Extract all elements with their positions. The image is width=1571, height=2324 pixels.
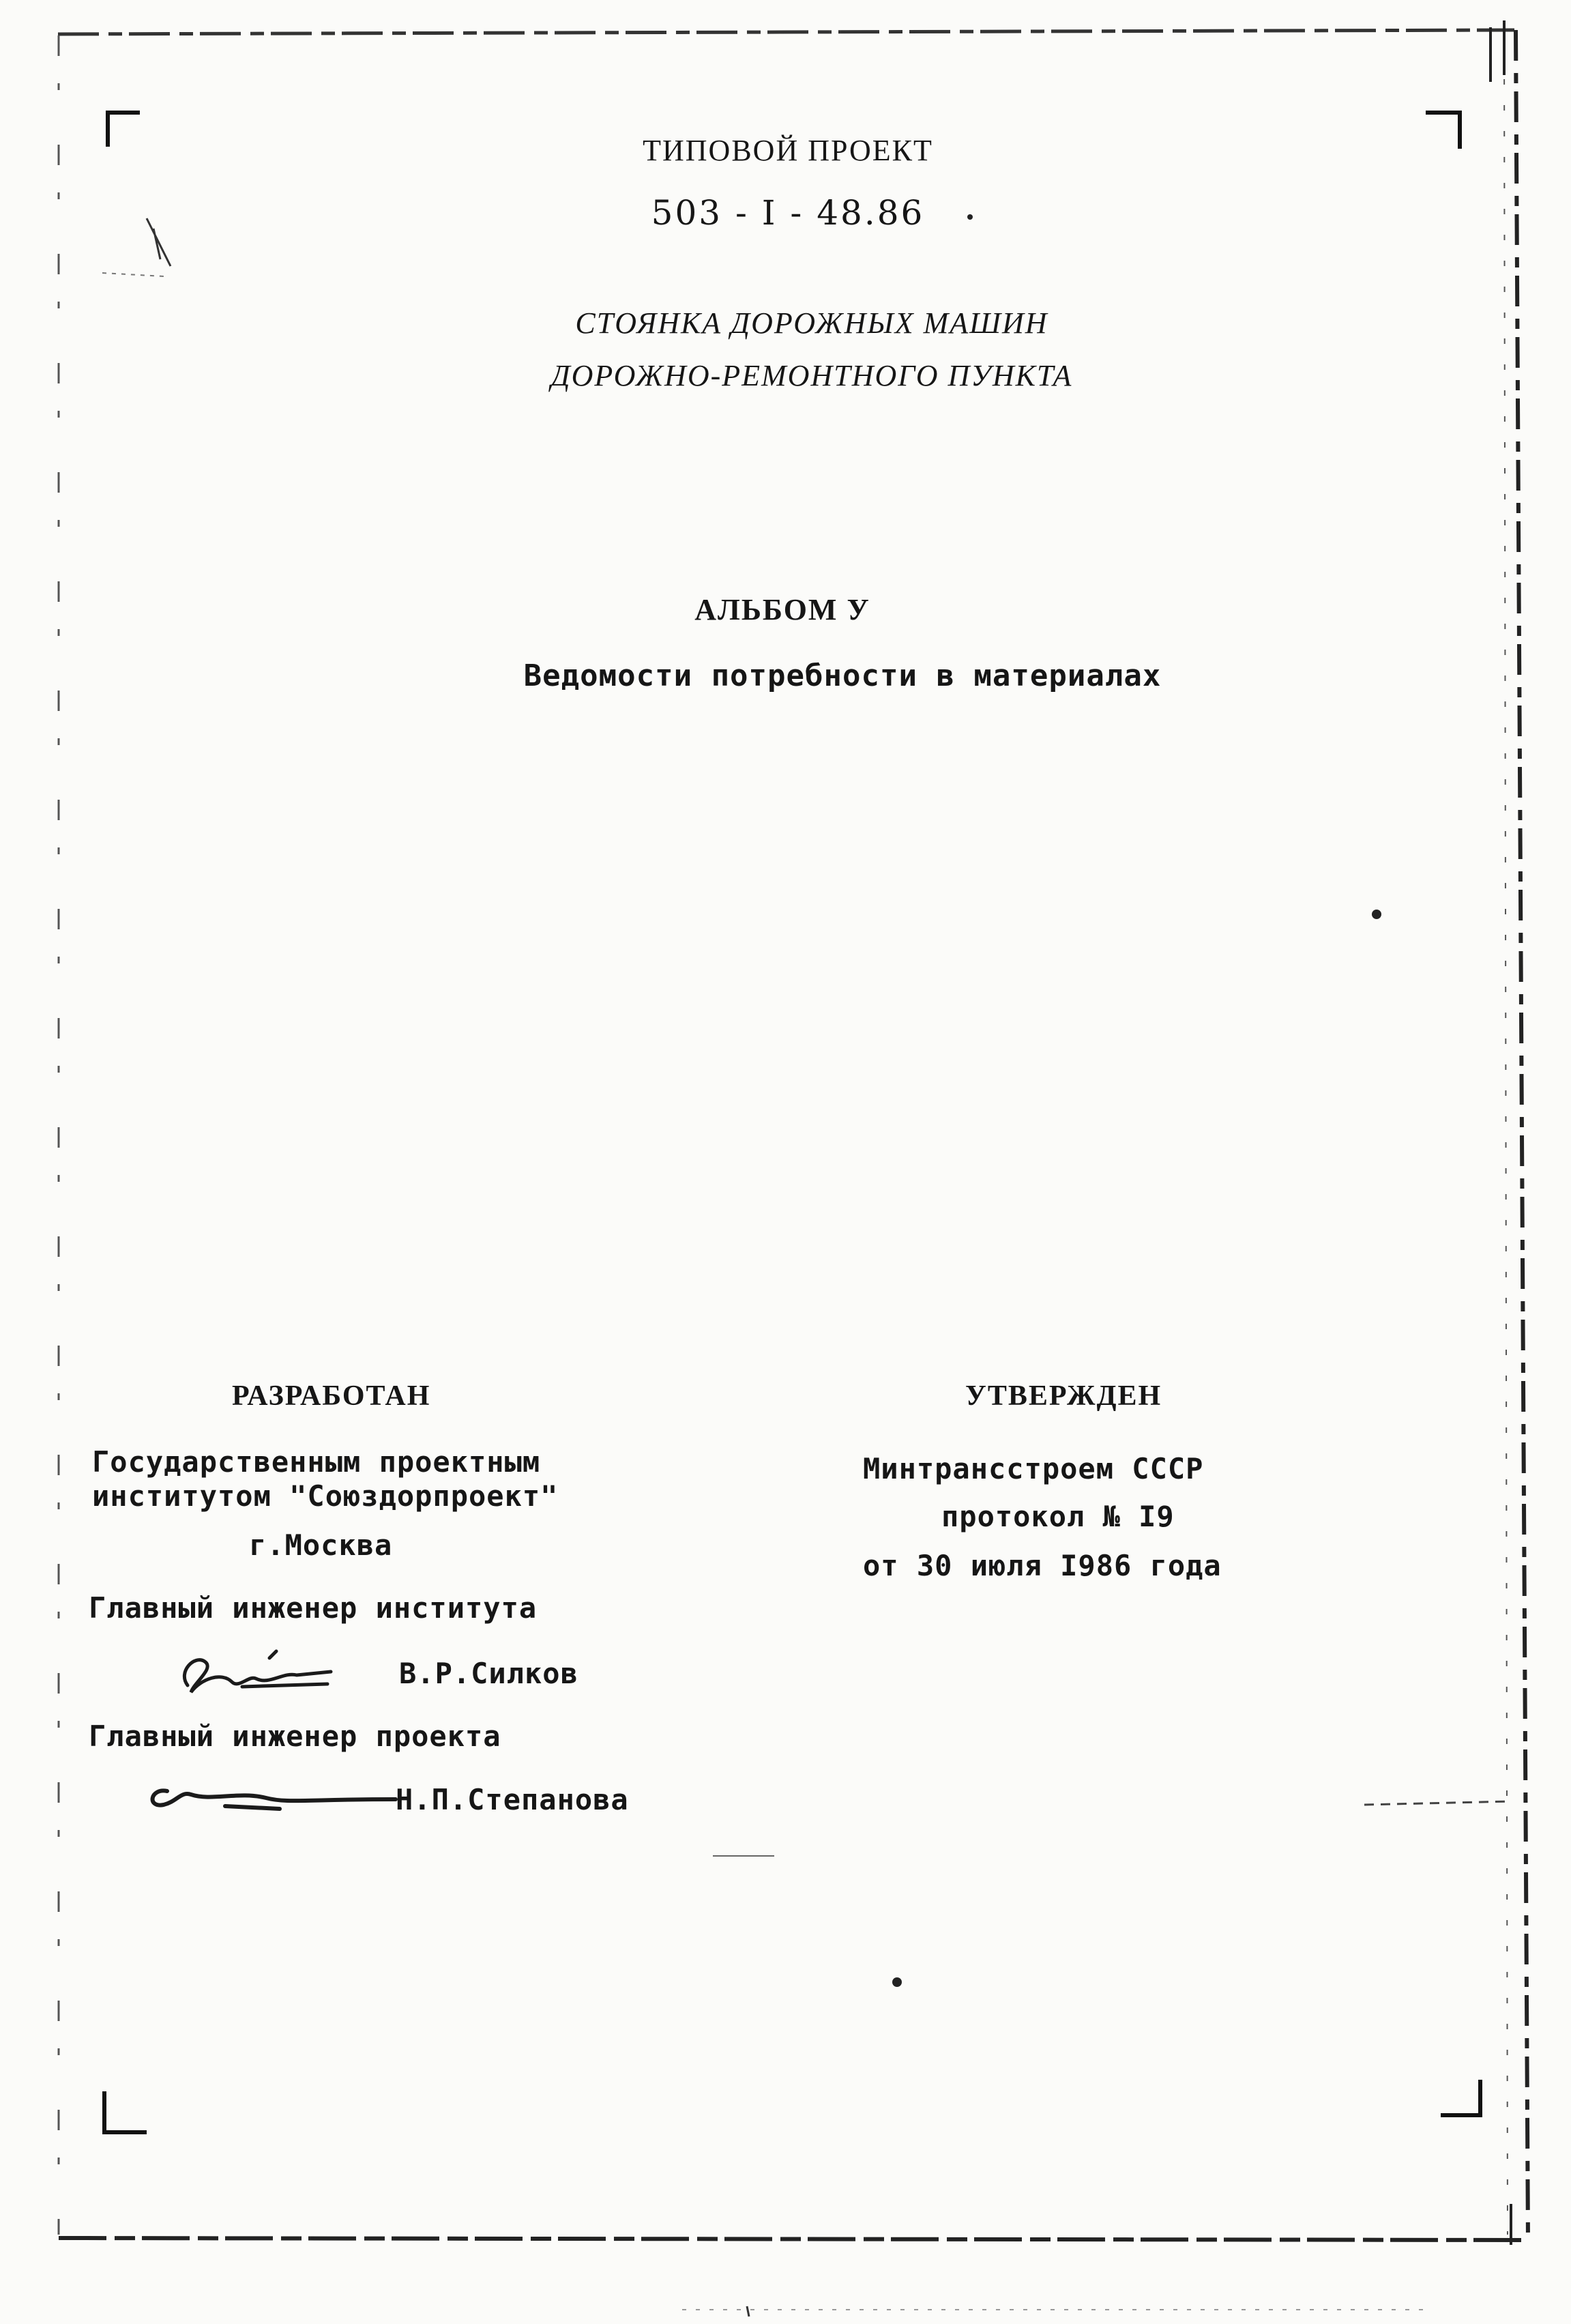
approved-protocol: протокол № I9 — [941, 1500, 1175, 1533]
chief-institute-label: Главный инженер института — [89, 1591, 538, 1625]
developed-heading: РАЗРАБОТАН — [232, 1380, 431, 1412]
signature-silkov — [174, 1644, 338, 1702]
project-type-label: ТИПОВОЙ ПРОЕКТ — [643, 134, 933, 167]
project-code: 503 - I - 48.86 — [651, 193, 925, 233]
frame-right-edge — [1516, 30, 1528, 2240]
frame-right-inner — [1504, 27, 1508, 2235]
album-subtitle: Ведомости потребности в материалах — [523, 658, 1162, 693]
chief-project-label: Главный инженер проекта — [89, 1719, 501, 1753]
corner-mark-top-left — [108, 113, 140, 147]
developed-org-line-1: Государственным проектным — [92, 1445, 541, 1479]
title-line-1: СТОЯНКА ДОРОЖНЫХ МАШИН — [575, 306, 1048, 340]
approved-heading: УТВЕРЖДЕН — [965, 1380, 1162, 1412]
album-number: АЛЬБОМ У — [694, 593, 870, 626]
chief-institute-name: В.Р.Силков — [399, 1657, 578, 1690]
frame-top-edge — [58, 30, 1514, 34]
frame-bottom-edge — [59, 2238, 1528, 2240]
approved-org: Минтрансстроем СССР — [863, 1452, 1204, 1485]
chief-project-name: Н.П.Степанова — [396, 1783, 629, 1816]
title-line-2: ДОРОЖНО-РЕМОНТНОГО ПУНКТА — [550, 359, 1073, 392]
corner-mark-top-right — [1426, 113, 1460, 149]
corner-mark-bottom-left — [104, 2091, 147, 2132]
developed-city: г.Москва — [249, 1528, 393, 1562]
signature-stepanova — [143, 1771, 396, 1818]
approved-date: от 30 июля I986 года — [863, 1549, 1222, 1582]
corner-mark-bottom-right — [1441, 2080, 1480, 2115]
developed-org-line-2: институтом "Союздорпроект" — [92, 1479, 559, 1513]
